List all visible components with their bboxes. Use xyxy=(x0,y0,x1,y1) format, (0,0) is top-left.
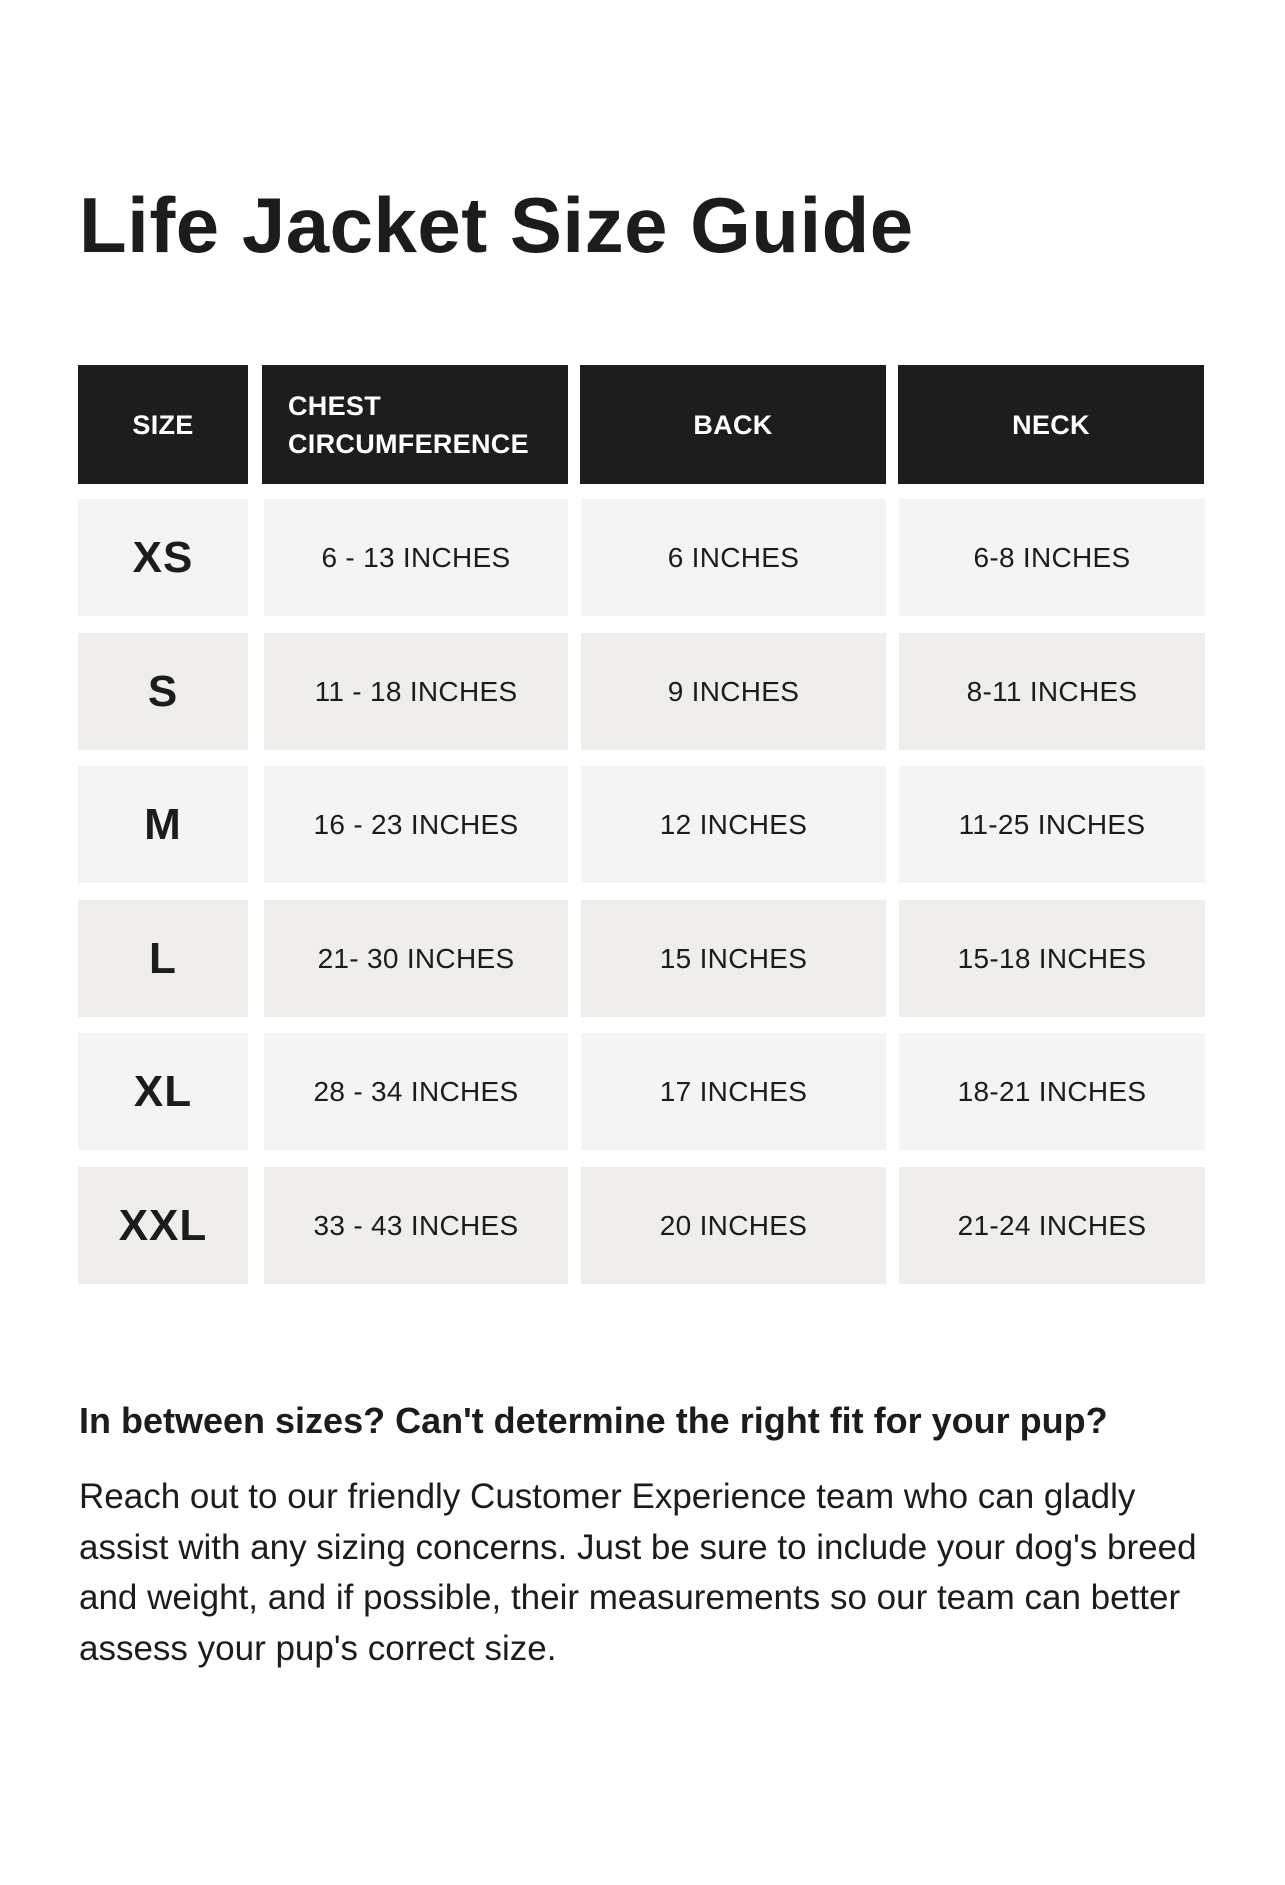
cell-back-xl: 17 INCHES xyxy=(581,1033,886,1150)
header-size: SIZE xyxy=(78,365,248,484)
page-title: Life Jacket Size Guide xyxy=(79,181,914,269)
cell-back-xxl: 20 INCHES xyxy=(581,1167,886,1284)
cell-neck-xl: 18-21 INCHES xyxy=(899,1033,1205,1150)
cell-neck-xs: 6-8 INCHES xyxy=(899,499,1205,616)
cell-chest-m: 16 - 23 INCHES xyxy=(264,766,568,883)
cell-back-s: 9 INCHES xyxy=(581,633,886,750)
header-back: BACK xyxy=(580,365,886,484)
cell-neck-m: 11-25 INCHES xyxy=(899,766,1205,883)
cell-chest-xl: 28 - 34 INCHES xyxy=(264,1033,568,1150)
cell-chest-xs: 6 - 13 INCHES xyxy=(264,499,568,616)
cell-back-m: 12 INCHES xyxy=(581,766,886,883)
header-neck: NECK xyxy=(898,365,1204,484)
cell-back-xs: 6 INCHES xyxy=(581,499,886,616)
cell-neck-l: 15-18 INCHES xyxy=(899,900,1205,1017)
cell-chest-xxl: 33 - 43 INCHES xyxy=(264,1167,568,1284)
cell-size-m: M xyxy=(78,766,248,883)
cell-neck-xxl: 21-24 INCHES xyxy=(899,1167,1205,1284)
header-chest-circumference: CHEST CIRCUMFERENCE xyxy=(262,365,568,484)
cell-chest-l: 21- 30 INCHES xyxy=(264,900,568,1017)
cell-size-l: L xyxy=(78,900,248,1017)
cell-size-xs: XS xyxy=(78,499,248,616)
cell-size-xxl: XXL xyxy=(78,1167,248,1284)
cell-size-s: S xyxy=(78,633,248,750)
cell-size-xl: XL xyxy=(78,1033,248,1150)
cell-chest-s: 11 - 18 INCHES xyxy=(264,633,568,750)
cell-back-l: 15 INCHES xyxy=(581,900,886,1017)
cell-neck-s: 8-11 INCHES xyxy=(899,633,1205,750)
help-body: Reach out to our friendly Customer Experience team who can gladly assist with any sizing concerns. Just be sure to include your dog's breed and weight, and if possible, their measurements so our team can better assess your pup's correct size. xyxy=(79,1477,1197,1668)
help-heading: In between sizes? Can't determine the right fit for your pup? xyxy=(79,1400,1108,1441)
